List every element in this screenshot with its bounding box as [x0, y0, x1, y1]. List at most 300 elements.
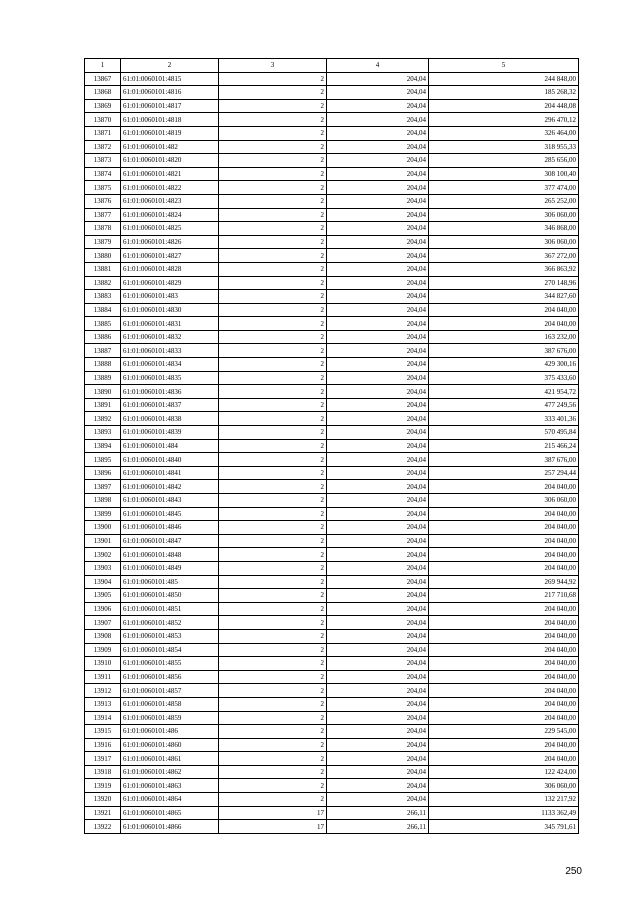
table-row	[85, 194, 579, 208]
floor-count-cell: 2	[219, 344, 327, 358]
cost-value-cell: 429 300,16	[429, 358, 579, 372]
area-value-cell: 204,04	[327, 398, 429, 412]
area-value-cell: 204,04	[327, 181, 429, 195]
table-row	[85, 820, 579, 834]
row-number-cell: 13874	[85, 167, 121, 181]
cost-value-cell: 204 040,00	[429, 303, 579, 317]
area-value-cell: 204,04	[327, 793, 429, 807]
floor-count-cell: 2	[219, 276, 327, 290]
cost-value-cell: 204 040,00	[429, 317, 579, 331]
cost-value-cell: 318 955,33	[429, 140, 579, 154]
cadastral-number-cell: 61:01:0060101:4829	[121, 276, 219, 290]
table-row	[85, 235, 579, 249]
cost-value-cell: 477 249,56	[429, 398, 579, 412]
floor-count-cell: 2	[219, 235, 327, 249]
table-row	[85, 521, 579, 535]
table-row	[85, 439, 579, 453]
floor-count-cell: 2	[219, 793, 327, 807]
table-row	[85, 358, 579, 372]
row-number-cell: 13900	[85, 521, 121, 535]
cadastral-number-cell: 61:01:0060101:4840	[121, 453, 219, 467]
table-row	[85, 276, 579, 290]
cadastral-number-cell: 61:01:0060101:4833	[121, 344, 219, 358]
row-number-cell: 13895	[85, 453, 121, 467]
cost-value-cell: 229 545,00	[429, 725, 579, 739]
row-number-cell: 13918	[85, 765, 121, 779]
table-row	[85, 575, 579, 589]
area-value-cell: 204,04	[327, 752, 429, 766]
floor-count-cell: 2	[219, 629, 327, 643]
cadastral-number-cell: 61:01:0060101:4828	[121, 262, 219, 276]
cadastral-number-cell: 61:01:0060101:4859	[121, 711, 219, 725]
area-value-cell: 204,04	[327, 317, 429, 331]
cadastral-number-cell: 61:01:0060101:4854	[121, 643, 219, 657]
cadastral-number-cell: 61:01:0060101:4866	[121, 820, 219, 834]
area-value-cell: 204,04	[327, 725, 429, 739]
cost-value-cell: 244 848,00	[429, 72, 579, 86]
row-number-cell: 13871	[85, 126, 121, 140]
cadastral-number-cell: 61:01:0060101:4819	[121, 126, 219, 140]
row-number-cell: 13884	[85, 303, 121, 317]
area-value-cell: 204,04	[327, 534, 429, 548]
table-row	[85, 398, 579, 412]
floor-count-cell: 2	[219, 548, 327, 562]
floor-count-cell: 2	[219, 480, 327, 494]
cost-value-cell: 367 272,00	[429, 249, 579, 263]
cost-value-cell: 1133 362,49	[429, 806, 579, 820]
area-value-cell: 204,04	[327, 657, 429, 671]
row-number-cell: 13882	[85, 276, 121, 290]
cadastral-number-cell: 61:01:0060101:4865	[121, 806, 219, 820]
cadastral-number-cell: 61:01:0060101:4846	[121, 521, 219, 535]
cadastral-number-cell: 61:01:0060101:486	[121, 725, 219, 739]
floor-count-cell: 2	[219, 521, 327, 535]
floor-count-cell: 2	[219, 249, 327, 263]
row-number-cell: 13883	[85, 290, 121, 304]
floor-count-cell: 2	[219, 602, 327, 616]
cost-value-cell: 421 954,72	[429, 385, 579, 399]
cadastral-number-cell: 61:01:0060101:4835	[121, 371, 219, 385]
area-value-cell: 204,04	[327, 303, 429, 317]
cost-value-cell: 570 495,84	[429, 426, 579, 440]
table-row	[85, 99, 579, 113]
table-row	[85, 385, 579, 399]
floor-count-cell: 2	[219, 262, 327, 276]
cadastral-number-cell: 61:01:0060101:4822	[121, 181, 219, 195]
floor-count-cell: 2	[219, 752, 327, 766]
row-number-cell: 13917	[85, 752, 121, 766]
cadastral-number-cell: 61:01:0060101:4860	[121, 738, 219, 752]
table-row	[85, 657, 579, 671]
table-row	[85, 344, 579, 358]
row-number-cell: 13892	[85, 412, 121, 426]
floor-count-cell: 2	[219, 330, 327, 344]
table-row	[85, 738, 579, 752]
floor-count-cell: 2	[219, 385, 327, 399]
cost-value-cell: 204 040,00	[429, 670, 579, 684]
cost-value-cell: 204 040,00	[429, 711, 579, 725]
floor-count-cell: 2	[219, 140, 327, 154]
floor-count-cell: 2	[219, 439, 327, 453]
table-row	[85, 126, 579, 140]
area-value-cell: 204,04	[327, 453, 429, 467]
cost-value-cell: 269 944,92	[429, 575, 579, 589]
table-row	[85, 371, 579, 385]
area-value-cell: 204,04	[327, 643, 429, 657]
row-number-cell: 13888	[85, 358, 121, 372]
floor-count-cell: 2	[219, 290, 327, 304]
cost-value-cell: 204 040,00	[429, 629, 579, 643]
table-row	[85, 697, 579, 711]
table-row	[85, 494, 579, 508]
data-table	[84, 58, 579, 834]
cost-value-cell: 204 040,00	[429, 534, 579, 548]
cost-value-cell: 217 710,68	[429, 589, 579, 603]
column-header-2: 2	[121, 59, 219, 73]
header-row	[85, 59, 579, 73]
table-row	[85, 684, 579, 698]
row-number-cell: 13908	[85, 629, 121, 643]
table-row	[85, 317, 579, 331]
floor-count-cell: 2	[219, 670, 327, 684]
row-number-cell: 13876	[85, 194, 121, 208]
cadastral-number-cell: 61:01:0060101:4817	[121, 99, 219, 113]
table-row	[85, 670, 579, 684]
area-value-cell: 204,04	[327, 738, 429, 752]
cost-value-cell: 270 148,96	[429, 276, 579, 290]
cost-value-cell: 306 060,00	[429, 779, 579, 793]
table-row	[85, 765, 579, 779]
area-value-cell: 204,04	[327, 344, 429, 358]
cost-value-cell: 204 040,00	[429, 507, 579, 521]
table-row	[85, 589, 579, 603]
cadastral-number-cell: 61:01:0060101:4834	[121, 358, 219, 372]
row-number-cell: 13898	[85, 494, 121, 508]
area-value-cell: 204,04	[327, 126, 429, 140]
cost-value-cell: 285 656,00	[429, 154, 579, 168]
row-number-cell: 13907	[85, 616, 121, 630]
row-number-cell: 13899	[85, 507, 121, 521]
area-value-cell: 204,04	[327, 72, 429, 86]
row-number-cell: 13905	[85, 589, 121, 603]
row-number-cell: 13875	[85, 181, 121, 195]
cost-value-cell: 204 040,00	[429, 684, 579, 698]
floor-count-cell: 2	[219, 697, 327, 711]
area-value-cell: 204,04	[327, 330, 429, 344]
cadastral-number-cell: 61:01:0060101:484	[121, 439, 219, 453]
table-row	[85, 453, 579, 467]
floor-count-cell: 2	[219, 684, 327, 698]
floor-count-cell: 2	[219, 181, 327, 195]
table-row	[85, 249, 579, 263]
row-number-cell: 13909	[85, 643, 121, 657]
floor-count-cell: 2	[219, 208, 327, 222]
cadastral-number-cell: 61:01:0060101:4831	[121, 317, 219, 331]
row-number-cell: 13880	[85, 249, 121, 263]
cost-value-cell: 333 401,36	[429, 412, 579, 426]
table-row	[85, 507, 579, 521]
column-header-4: 4	[327, 59, 429, 73]
cost-value-cell: 346 868,00	[429, 222, 579, 236]
column-header-1: 1	[85, 59, 121, 73]
row-number-cell: 13914	[85, 711, 121, 725]
area-value-cell: 204,04	[327, 670, 429, 684]
area-value-cell: 204,04	[327, 548, 429, 562]
table-row	[85, 222, 579, 236]
table-row	[85, 793, 579, 807]
area-value-cell: 204,04	[327, 711, 429, 725]
table-row	[85, 616, 579, 630]
table-row	[85, 561, 579, 575]
cadastral-number-cell: 61:01:0060101:4853	[121, 629, 219, 643]
area-value-cell: 204,04	[327, 439, 429, 453]
area-value-cell: 204,04	[327, 167, 429, 181]
cost-value-cell: 204 448,08	[429, 99, 579, 113]
cadastral-number-cell: 61:01:0060101:4850	[121, 589, 219, 603]
row-number-cell: 13868	[85, 86, 121, 100]
row-number-cell: 13893	[85, 426, 121, 440]
area-value-cell: 204,04	[327, 222, 429, 236]
cadastral-number-cell: 61:01:0060101:4830	[121, 303, 219, 317]
document-sheet	[84, 58, 578, 834]
table-row	[85, 167, 579, 181]
floor-count-cell: 2	[219, 222, 327, 236]
area-value-cell: 204,04	[327, 561, 429, 575]
cadastral-number-cell: 61:01:0060101:4843	[121, 494, 219, 508]
area-value-cell: 204,04	[327, 684, 429, 698]
row-number-cell: 13889	[85, 371, 121, 385]
cadastral-number-cell: 61:01:0060101:485	[121, 575, 219, 589]
row-number-cell: 13878	[85, 222, 121, 236]
cadastral-number-cell: 61:01:0060101:4863	[121, 779, 219, 793]
cadastral-number-cell: 61:01:0060101:4841	[121, 466, 219, 480]
cost-value-cell: 204 040,00	[429, 752, 579, 766]
cadastral-number-cell: 61:01:0060101:4861	[121, 752, 219, 766]
table-row	[85, 113, 579, 127]
cadastral-number-cell: 61:01:0060101:4816	[121, 86, 219, 100]
row-number-cell: 13910	[85, 657, 121, 671]
area-value-cell: 266,11	[327, 820, 429, 834]
area-value-cell: 204,04	[327, 235, 429, 249]
floor-count-cell: 2	[219, 113, 327, 127]
row-number-cell: 13891	[85, 398, 121, 412]
cadastral-number-cell: 61:01:0060101:4862	[121, 765, 219, 779]
area-value-cell: 204,04	[327, 575, 429, 589]
table-row	[85, 426, 579, 440]
floor-count-cell: 2	[219, 765, 327, 779]
area-value-cell: 204,04	[327, 412, 429, 426]
floor-count-cell: 17	[219, 806, 327, 820]
cadastral-number-cell: 61:01:0060101:4823	[121, 194, 219, 208]
table-row	[85, 303, 579, 317]
floor-count-cell: 2	[219, 466, 327, 480]
table-row	[85, 412, 579, 426]
table-row	[85, 629, 579, 643]
cadastral-number-cell: 61:01:0060101:4836	[121, 385, 219, 399]
table-row	[85, 330, 579, 344]
floor-count-cell: 2	[219, 507, 327, 521]
cost-value-cell: 204 040,00	[429, 480, 579, 494]
table-row	[85, 208, 579, 222]
floor-count-cell: 2	[219, 453, 327, 467]
row-number-cell: 13897	[85, 480, 121, 494]
table-row	[85, 466, 579, 480]
area-value-cell: 266,11	[327, 806, 429, 820]
cost-value-cell: 344 827,60	[429, 290, 579, 304]
table-row	[85, 752, 579, 766]
area-value-cell: 204,04	[327, 208, 429, 222]
row-number-cell: 13902	[85, 548, 121, 562]
cadastral-number-cell: 61:01:0060101:4857	[121, 684, 219, 698]
cost-value-cell: 345 791,61	[429, 820, 579, 834]
cost-value-cell: 375 433,60	[429, 371, 579, 385]
page-number: 250	[565, 866, 582, 877]
cadastral-number-cell: 61:01:0060101:4827	[121, 249, 219, 263]
cost-value-cell: 377 474,00	[429, 181, 579, 195]
cadastral-number-cell: 61:01:0060101:4824	[121, 208, 219, 222]
cost-value-cell: 296 470,12	[429, 113, 579, 127]
table-row	[85, 779, 579, 793]
floor-count-cell: 2	[219, 738, 327, 752]
area-value-cell: 204,04	[327, 99, 429, 113]
area-value-cell: 204,04	[327, 779, 429, 793]
area-value-cell: 204,04	[327, 249, 429, 263]
row-number-cell: 13904	[85, 575, 121, 589]
row-number-cell: 13886	[85, 330, 121, 344]
table-row	[85, 534, 579, 548]
cost-value-cell: 204 040,00	[429, 548, 579, 562]
floor-count-cell: 2	[219, 534, 327, 548]
area-value-cell: 204,04	[327, 86, 429, 100]
cadastral-number-cell: 61:01:0060101:4851	[121, 602, 219, 616]
cost-value-cell: 204 040,00	[429, 657, 579, 671]
cost-value-cell: 306 060,00	[429, 208, 579, 222]
floor-count-cell: 2	[219, 72, 327, 86]
floor-count-cell: 2	[219, 711, 327, 725]
cost-value-cell: 257 294,44	[429, 466, 579, 480]
cost-value-cell: 387 676,00	[429, 453, 579, 467]
row-number-cell: 13867	[85, 72, 121, 86]
area-value-cell: 204,04	[327, 616, 429, 630]
area-value-cell: 204,04	[327, 602, 429, 616]
area-value-cell: 204,04	[327, 494, 429, 508]
cost-value-cell: 306 060,00	[429, 494, 579, 508]
cadastral-number-cell: 61:01:0060101:4864	[121, 793, 219, 807]
table-row	[85, 806, 579, 820]
area-value-cell: 204,04	[327, 426, 429, 440]
column-header-5: 5	[429, 59, 579, 73]
floor-count-cell: 2	[219, 643, 327, 657]
cadastral-number-cell: 61:01:0060101:4842	[121, 480, 219, 494]
floor-count-cell: 2	[219, 194, 327, 208]
cost-value-cell: 308 100,40	[429, 167, 579, 181]
cadastral-number-cell: 61:01:0060101:4815	[121, 72, 219, 86]
area-value-cell: 204,04	[327, 154, 429, 168]
cadastral-number-cell: 61:01:0060101:4847	[121, 534, 219, 548]
row-number-cell: 13890	[85, 385, 121, 399]
cost-value-cell: 265 252,00	[429, 194, 579, 208]
cadastral-number-cell: 61:01:0060101:4826	[121, 235, 219, 249]
floor-count-cell: 2	[219, 154, 327, 168]
row-number-cell: 13913	[85, 697, 121, 711]
cost-value-cell: 163 232,00	[429, 330, 579, 344]
cadastral-number-cell: 61:01:0060101:4848	[121, 548, 219, 562]
floor-count-cell: 17	[219, 820, 327, 834]
table-row	[85, 72, 579, 86]
floor-count-cell: 2	[219, 725, 327, 739]
floor-count-cell: 2	[219, 371, 327, 385]
area-value-cell: 204,04	[327, 385, 429, 399]
area-value-cell: 204,04	[327, 262, 429, 276]
table-row	[85, 290, 579, 304]
floor-count-cell: 2	[219, 398, 327, 412]
column-header-3: 3	[219, 59, 327, 73]
row-number-cell: 13922	[85, 820, 121, 834]
cadastral-number-cell: 61:01:0060101:4838	[121, 412, 219, 426]
row-number-cell: 13894	[85, 439, 121, 453]
area-value-cell: 204,04	[327, 113, 429, 127]
floor-count-cell: 2	[219, 303, 327, 317]
cost-value-cell: 215 466,24	[429, 439, 579, 453]
cadastral-number-cell: 61:01:0060101:4837	[121, 398, 219, 412]
area-value-cell: 204,04	[327, 507, 429, 521]
area-value-cell: 204,04	[327, 276, 429, 290]
floor-count-cell: 2	[219, 358, 327, 372]
floor-count-cell: 2	[219, 494, 327, 508]
row-number-cell: 13879	[85, 235, 121, 249]
floor-count-cell: 2	[219, 561, 327, 575]
cadastral-number-cell: 61:01:0060101:4821	[121, 167, 219, 181]
row-number-cell: 13903	[85, 561, 121, 575]
cost-value-cell: 204 040,00	[429, 643, 579, 657]
floor-count-cell: 2	[219, 589, 327, 603]
area-value-cell: 204,04	[327, 480, 429, 494]
table-row	[85, 711, 579, 725]
table-row	[85, 548, 579, 562]
cost-value-cell: 204 040,00	[429, 561, 579, 575]
area-value-cell: 204,04	[327, 358, 429, 372]
cost-value-cell: 326 464,00	[429, 126, 579, 140]
area-value-cell: 204,04	[327, 589, 429, 603]
area-value-cell: 204,04	[327, 290, 429, 304]
row-number-cell: 13921	[85, 806, 121, 820]
cadastral-number-cell: 61:01:0060101:4849	[121, 561, 219, 575]
row-number-cell: 13885	[85, 317, 121, 331]
cadastral-number-cell: 61:01:0060101:4820	[121, 154, 219, 168]
row-number-cell: 13906	[85, 602, 121, 616]
floor-count-cell: 2	[219, 99, 327, 113]
floor-count-cell: 2	[219, 86, 327, 100]
cost-value-cell: 387 676,00	[429, 344, 579, 358]
cost-value-cell: 204 040,00	[429, 738, 579, 752]
area-value-cell: 204,04	[327, 521, 429, 535]
cadastral-number-cell: 61:01:0060101:4818	[121, 113, 219, 127]
area-value-cell: 204,04	[327, 765, 429, 779]
table-row	[85, 725, 579, 739]
table-row	[85, 262, 579, 276]
cost-value-cell: 132 217,92	[429, 793, 579, 807]
cost-value-cell: 122 424,00	[429, 765, 579, 779]
floor-count-cell: 2	[219, 575, 327, 589]
cost-value-cell: 185 268,32	[429, 86, 579, 100]
cadastral-number-cell: 61:01:0060101:4832	[121, 330, 219, 344]
row-number-cell: 13887	[85, 344, 121, 358]
table-row	[85, 86, 579, 100]
cadastral-number-cell: 61:01:0060101:4856	[121, 670, 219, 684]
floor-count-cell: 2	[219, 317, 327, 331]
cadastral-number-cell: 61:01:0060101:483	[121, 290, 219, 304]
cadastral-number-cell: 61:01:0060101:482	[121, 140, 219, 154]
